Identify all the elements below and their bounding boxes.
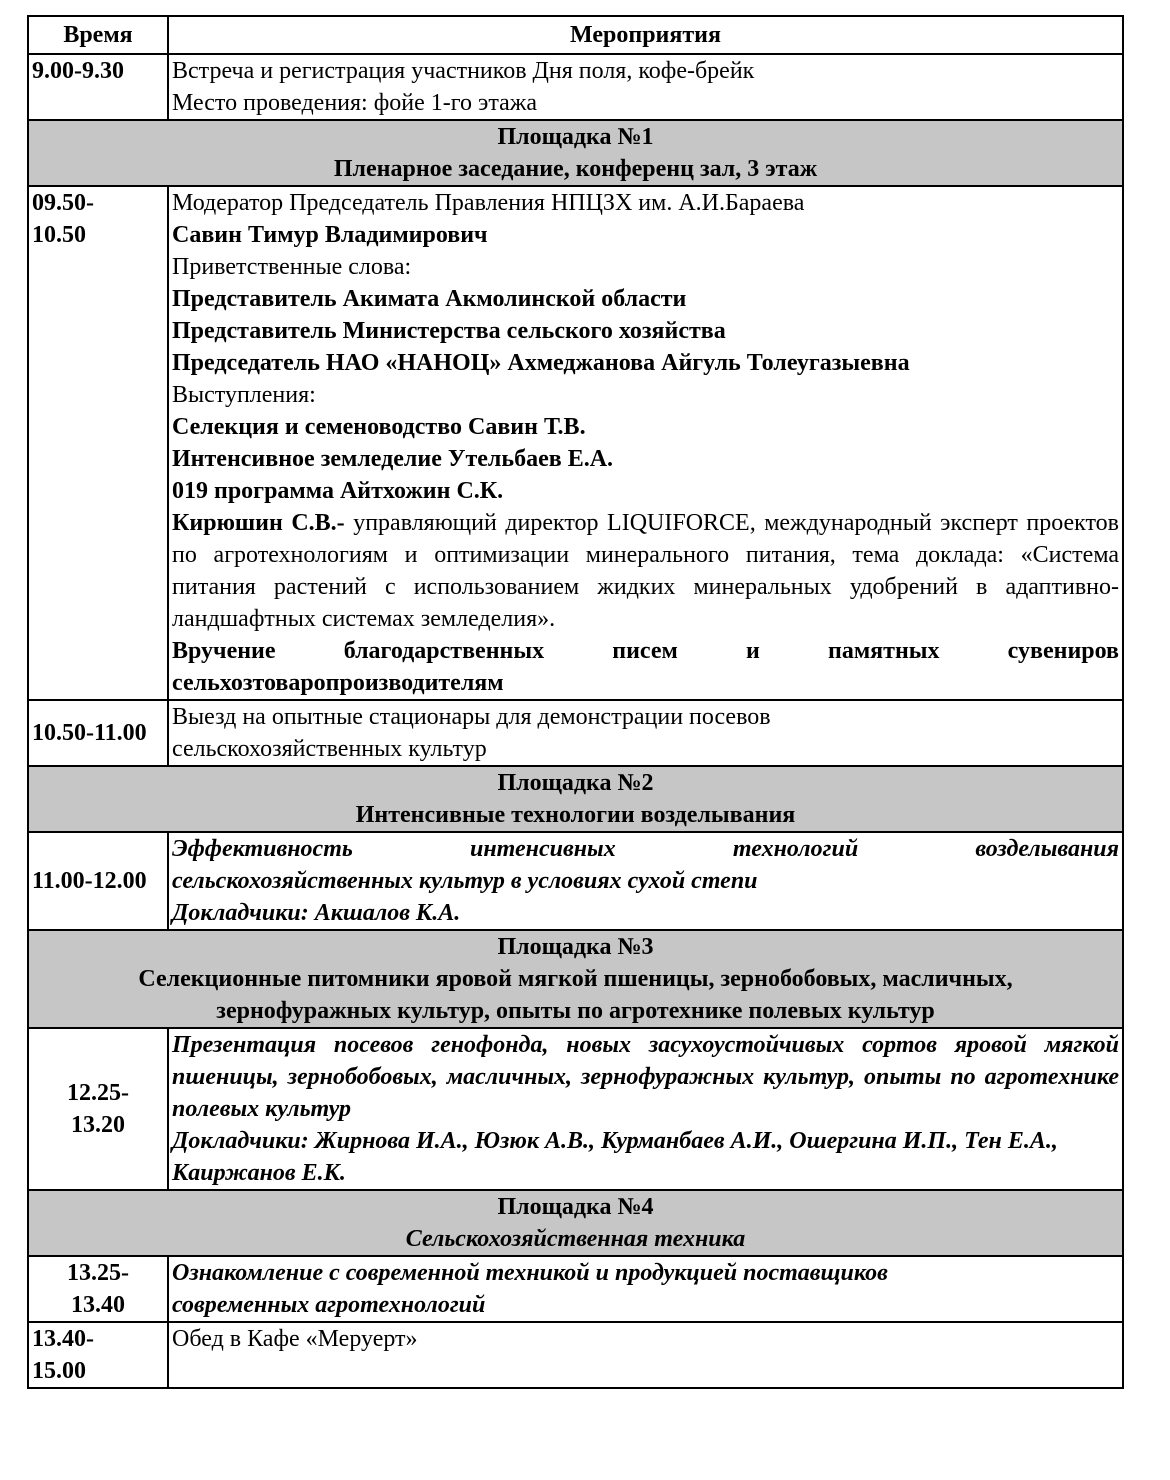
event-line: Ознакомление с современной техникой и продукцией поставщиков — [172, 1260, 888, 1286]
speech-item: Селекция и семеноводство Савин Т.В. — [172, 414, 586, 440]
event-line: Выезд на опытные стационары для демонстрации посевов — [172, 704, 771, 730]
time-cell — [28, 54, 168, 120]
event-speakers: Докладчики: Акшалов К.А. — [172, 900, 461, 926]
event-description: Презентация посевов генофонда, новых засухоустойчивых сортов яровой мягкой пшеницы, зернобобовых, масличных, зернофуражных культур, опыты по агротехнике полевых культур — [172, 1032, 1119, 1122]
schedule-table — [27, 15, 1124, 1389]
time-cell — [28, 1256, 168, 1322]
section-header — [28, 120, 1123, 186]
speaker-paragraph — [172, 507, 1119, 635]
greeting-speaker: Представитель Министерства сельского хозяйства — [172, 318, 726, 344]
time-cell — [28, 186, 168, 700]
speech-item: Интенсивное земледелие Утельбаев Е.А. — [172, 446, 614, 472]
time-cell — [28, 1322, 168, 1388]
section-header — [28, 766, 1123, 832]
event-location: Место проведения: фойе 1-го этажа — [172, 90, 537, 116]
table-row — [28, 54, 1123, 120]
section-header-row — [28, 766, 1123, 832]
table-row — [28, 1322, 1123, 1388]
section-header — [28, 930, 1123, 1028]
table-row — [28, 1256, 1123, 1322]
greeting-speaker: Представитель Акимата Акмолинской области — [172, 286, 687, 312]
section-subtitle: Селекционные питомники яровой мягкой пшеницы, зернобобовых, масличных, — [138, 966, 1013, 992]
section-header-row — [28, 1190, 1123, 1256]
table-header-row — [28, 16, 1123, 54]
time-cell — [28, 1028, 168, 1190]
event-line: современных агротехнологий — [172, 1292, 486, 1318]
event-cell — [168, 1256, 1123, 1322]
section-header-row — [28, 930, 1123, 1028]
header-time: Время — [28, 16, 168, 54]
header-events: Мероприятия — [168, 16, 1123, 54]
time-range: 9.00-9.30 — [32, 58, 124, 84]
section-subtitle: Пленарное заседание, конференц зал, 3 этаж — [333, 156, 818, 182]
table-row — [28, 700, 1123, 766]
event-cell — [168, 1322, 1123, 1388]
time-start: 12.25- — [67, 1080, 129, 1106]
section-subtitle: зернофуражных культур, опыты по агротехнике полевых культур — [216, 998, 935, 1024]
section-title: Площадка №3 — [497, 934, 654, 960]
section-title: Площадка №1 — [497, 124, 654, 150]
award-line: Вручение благодарственных писем и памятных сувениров — [172, 638, 1119, 664]
award-recipients: сельхозтоваропроизводителям — [172, 670, 504, 696]
time-start: 13.25- — [67, 1260, 129, 1286]
event-line: сельскохозяйственных культур в условиях сухой степи — [172, 868, 758, 894]
table-row — [28, 832, 1123, 930]
time-start: 13.40- — [32, 1326, 94, 1352]
greetings-label: Приветственные слова: — [172, 254, 412, 280]
table-row — [28, 1028, 1123, 1190]
section-title: Площадка №2 — [497, 770, 654, 796]
time-end: 10.50 — [32, 222, 86, 248]
time-end: 13.40 — [71, 1292, 125, 1318]
section-title: Площадка №4 — [497, 1194, 654, 1220]
event-cell — [168, 186, 1123, 700]
section-header-row — [28, 120, 1123, 186]
time-range: 11.00-12.00 — [32, 868, 147, 894]
section-subtitle: Интенсивные технологии возделывания — [355, 802, 796, 828]
event-line: сельскохозяйственных культур — [172, 736, 487, 762]
event-cell — [168, 54, 1123, 120]
section-header — [28, 1190, 1123, 1256]
time-end: 15.00 — [32, 1358, 86, 1384]
time-cell — [28, 700, 168, 766]
speech-item: 019 программа Айтхожин С.К. — [172, 478, 504, 504]
greeting-speaker: Председатель НАО «НАНОЦ» Ахмеджанова Айгуль Толеугазыевна — [172, 350, 910, 376]
table-row — [28, 186, 1123, 700]
event-line: Встреча и регистрация участников Дня поля, кофе-брейк — [172, 58, 755, 84]
time-range: 10.50-11.00 — [32, 720, 147, 746]
event-cell — [168, 832, 1123, 930]
event-line: Обед в Кафе «Меруерт» — [172, 1326, 418, 1352]
event-cell — [168, 1028, 1123, 1190]
event-speakers: Докладчики: Жирнова И.А., Юзюк А.В., Курманбаев А.И., Ошергина И.П., Тен Е.А., Каиржанов Е.К. — [172, 1128, 1058, 1186]
speeches-label: Выступления: — [172, 382, 316, 408]
event-cell — [168, 700, 1123, 766]
event-line: Эффективность интенсивных технологий возделывания — [172, 836, 1119, 862]
moderator-name: Савин Тимур Владимирович — [172, 222, 488, 248]
time-start: 09.50- — [32, 190, 94, 216]
section-subtitle: Сельскохозяйственная техника — [405, 1226, 746, 1252]
speaker-description: управляющий директор LIQUIFORCE, международный эксперт проектов по агротехнологиям и оптимизации минерального питания, тема доклада: «Система питания растений с использованием жидких минеральных удобрений в адаптивно-ландшафтных системах земледелия». — [172, 510, 1120, 632]
speaker-name: Кирюшин С.В.- — [172, 510, 345, 536]
time-end: 13.20 — [71, 1112, 125, 1138]
moderator-line: Модератор Председатель Правления НПЦЗХ им. А.И.Бараева — [172, 190, 805, 216]
time-cell — [28, 832, 168, 930]
